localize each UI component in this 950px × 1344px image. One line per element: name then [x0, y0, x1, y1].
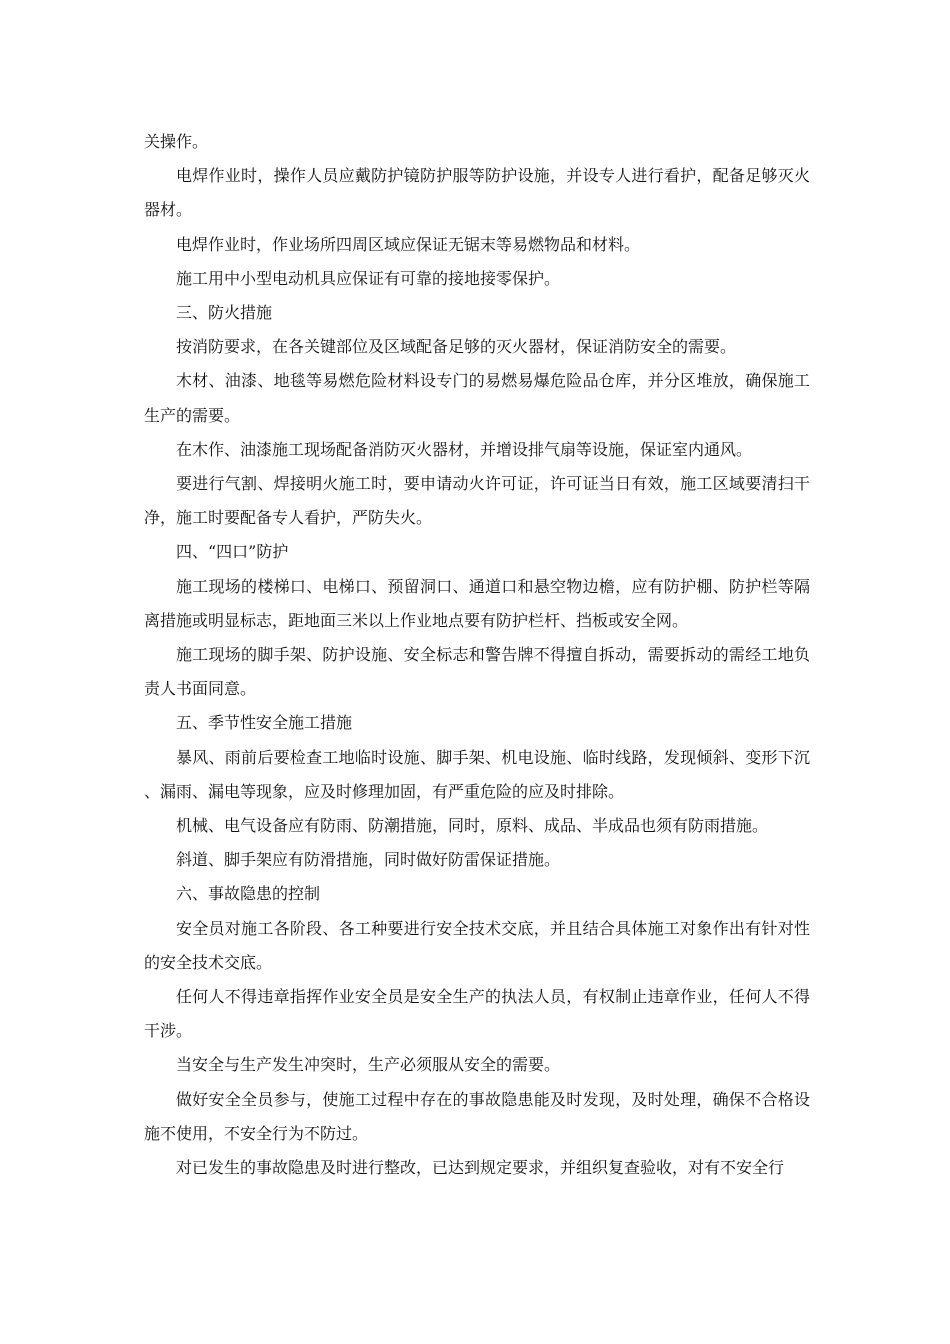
paragraph: 关操作。	[144, 132, 209, 151]
paragraph: 斜道、脚手架应有防滑措施，同时做好防雷保证措施。	[176, 850, 561, 870]
paragraph: 按消防要求，在各关键部位及区域配备足够的灭火器材，保证消防安全的需要。	[176, 337, 737, 357]
paragraph: 当安全与生产发生冲突时，生产必须服从安全的需要。	[176, 1055, 561, 1075]
paragraph: 在木作、油漆施工现场配备消防灭火器材，并增设排气扇等设施，保证室内通风。	[176, 439, 753, 459]
paragraph: 做好安全全员参与，使施工过程中存在的事故隐患能及时发现，及时处理，确保不合格设施不使用，不安全行为不防过。	[144, 1089, 810, 1143]
section-heading: 五、季节性安全施工措施	[176, 713, 353, 733]
paragraph: 机械、电气设备应有防雨、防潮措施，同时，原料、成品、半成品也须有防雨措施。	[176, 816, 769, 836]
paragraph: 任何人不得违章指挥作业安全员是安全生产的执法人员，有权制止违章作业，任何人不得干涉。	[144, 987, 810, 1041]
paragraph: 木材、油漆、地毯等易燃危险材料设专门的易燃易爆危险品仓库，并分区堆放，确保施工生产的需要。	[144, 371, 810, 425]
paragraph: 要进行气割、焊接明火施工时，要申请动火许可证，许可证当日有效，施工区域要清扫干净，施工时要配备专人看护，严防失火。	[144, 474, 810, 528]
paragraph: 安全员对施工各阶段、各工种要进行安全技术交底，并且结合具体施工对象作出有针对性的安全技术交底。	[144, 918, 810, 972]
paragraph: 施工用中小型电动机具应保证有可靠的接地接零保护。	[176, 268, 561, 288]
document-body	[144, 125, 810, 1185]
section-heading: 六、事故隐患的控制	[176, 884, 321, 904]
section-heading: 三、防火措施	[176, 303, 273, 323]
paragraph: 暴风、雨前后要检查工地临时设施、脚手架、机电设施、临时线路，发现倾斜、变形下沉、漏雨、漏电等现象，应及时修理加固，有严重危险的应及时排除。	[144, 747, 810, 801]
paragraph: 施工现场的楼梯口、电梯口、预留洞口、通道口和悬空物边檐，应有防护棚、防护栏等隔离措施或明显标志，距地面三米以上作业地点要有防护栏杆、挡板或安全网。	[144, 576, 810, 630]
paragraph: 电焊作业时，操作人员应戴防护镜防护服等防护设施，并设专人进行看护，配备足够灭火器材。	[144, 166, 810, 220]
section-heading: 四、“四口”防护	[176, 542, 289, 562]
paragraph: 对已发生的事故隐患及时进行整改，已达到规定要求，并组织复查验收，对有不安全行	[176, 1158, 785, 1178]
paragraph: 电焊作业时，作业场所四周区域应保证无锯末等易燃物品和材料。	[176, 234, 641, 254]
paragraph: 施工现场的脚手架、防护设施、安全标志和警告牌不得擅自拆动，需要拆动的需经工地负责人书面同意。	[144, 645, 810, 699]
